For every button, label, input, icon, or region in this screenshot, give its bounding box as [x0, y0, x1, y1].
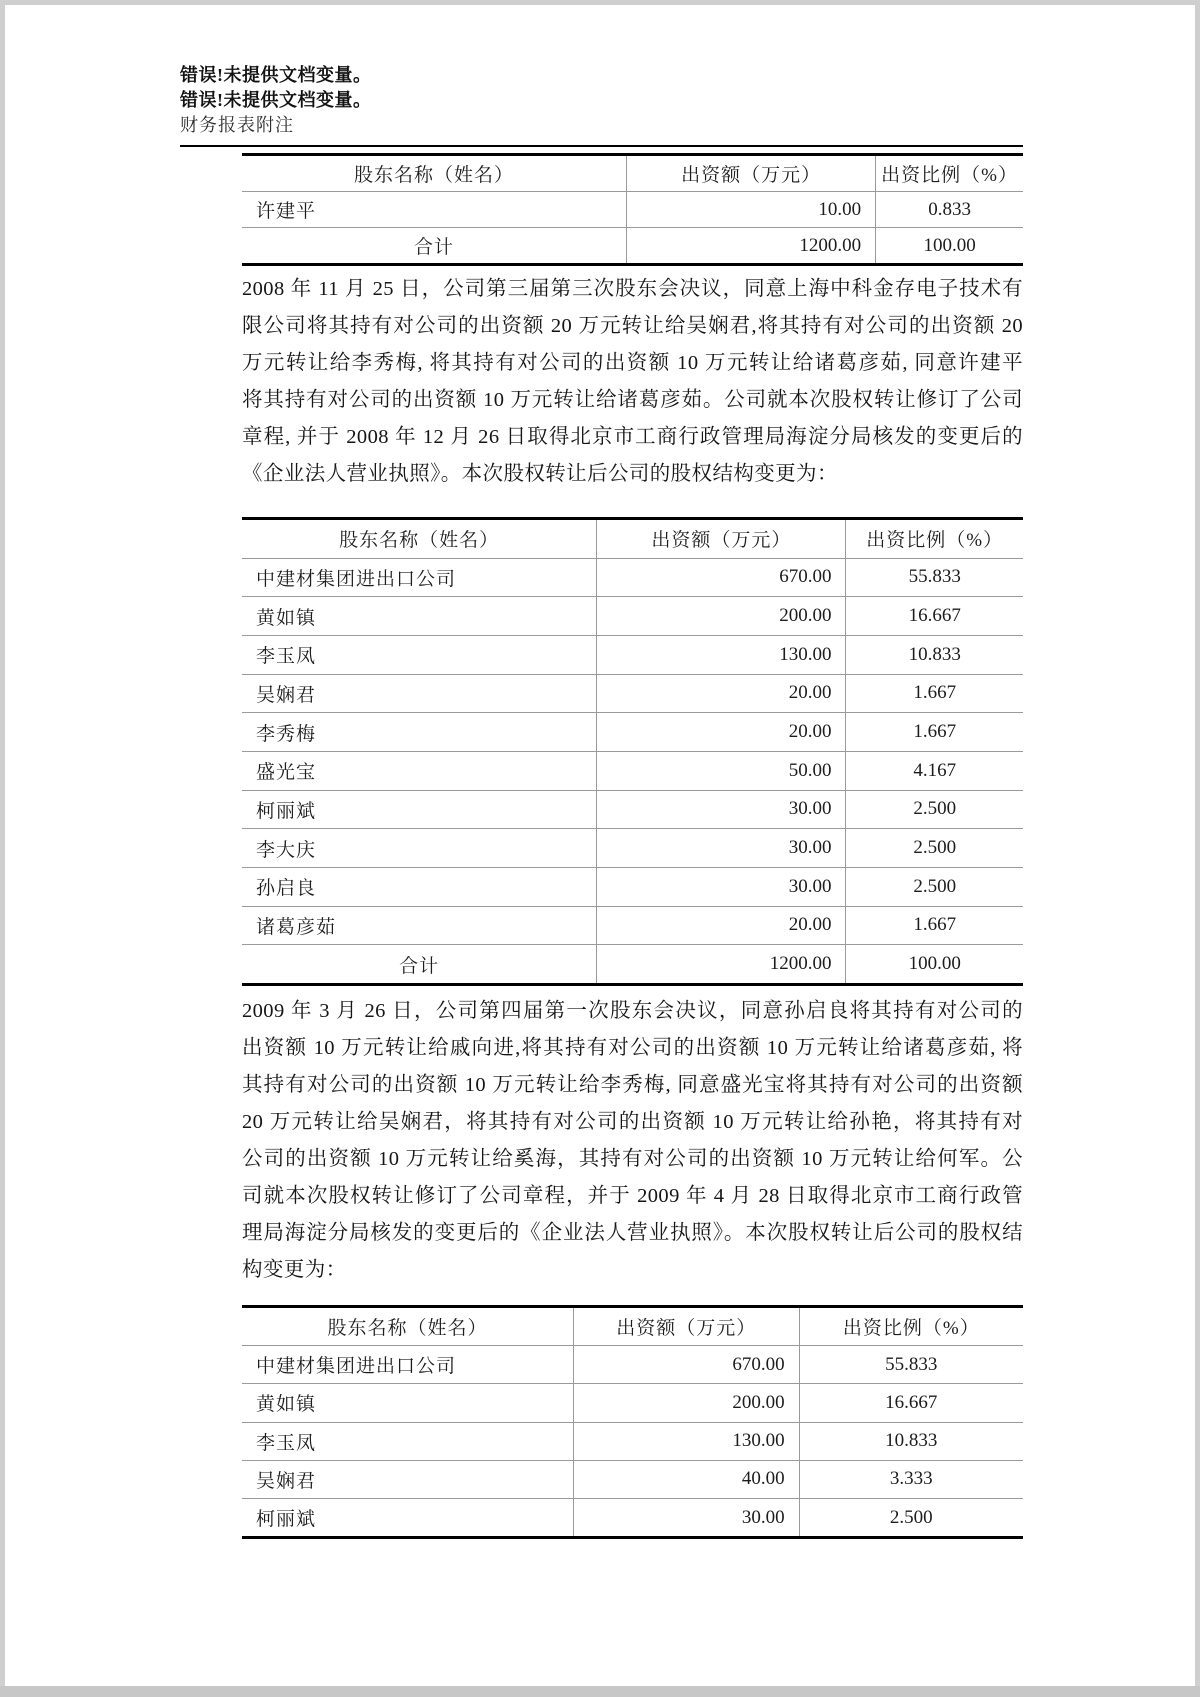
column-header-amount: 出资额（万元）	[627, 156, 876, 191]
paragraph-line: 2009 年 3 月 26 日，公司第四届第一次股东会决议，同意孙启良将其持有对公司的	[242, 1000, 1023, 1022]
table-row	[242, 1384, 1023, 1422]
ratio-cell: 2.500	[913, 837, 957, 859]
ratio-cell: 1.667	[913, 682, 957, 704]
shareholder-name-cell: 中建材集团进出口公司	[242, 1346, 574, 1383]
paragraph-line: 限公司将其持有对公司的出资额 20 万元转让给吴娴君,将其持有对公司的出资额 20	[242, 315, 1023, 337]
shareholder-name-cell: 李秀梅	[242, 713, 597, 751]
shareholder-name-cell: 柯丽斌	[242, 1499, 574, 1536]
column-header-shareholder: 股东名称（姓名）	[242, 1308, 574, 1345]
ratio-cell: 4.167	[913, 759, 957, 781]
amount-cell: 30.00	[597, 791, 846, 829]
ratio-cell: 2.500	[913, 798, 957, 820]
table-row	[242, 1423, 1023, 1461]
paragraph-line: 构变更为：	[242, 1259, 347, 1281]
amount-cell: 30.00	[597, 868, 846, 906]
table-row	[242, 907, 1023, 946]
paragraph-line: 将其持有对公司的出资额 10 万元转让给诸葛彦茹。公司就本次股权转让修订了公司	[242, 389, 1023, 411]
shareholder-name-cell: 吴娴君	[242, 675, 597, 713]
table-row	[242, 868, 1023, 907]
shareholder-name-cell: 柯丽斌	[242, 791, 597, 829]
ratio-cell: 2.500	[913, 875, 957, 897]
ratio-cell: 2.500	[889, 1506, 933, 1528]
total-label-cell: 合计	[242, 945, 597, 983]
document-page	[5, 5, 1195, 1686]
total-amount-cell: 1200.00	[597, 945, 846, 983]
shareholder-name-cell: 黄如镇	[242, 597, 597, 635]
amount-cell: 200.00	[574, 1384, 800, 1421]
shareholder-table-2	[242, 517, 1023, 986]
table-total-row	[242, 228, 1023, 263]
total-ratio-cell: 100.00	[908, 953, 961, 975]
amount-cell: 40.00	[574, 1461, 800, 1498]
table-row	[242, 636, 1023, 675]
shareholder-table-3	[242, 1305, 1023, 1539]
table-row	[242, 791, 1023, 830]
resolution-paragraph-2009	[242, 993, 1023, 1289]
amount-cell: 10.00	[627, 192, 876, 227]
table-row	[242, 597, 1023, 636]
paragraph-line: 出资额 10 万元转让给戚向进,将其持有对公司的出资额 10 万元转让给诸葛彦茹, 将	[242, 1037, 1023, 1059]
column-header-shareholder: 股东名称（姓名）	[242, 156, 627, 191]
header-divider	[180, 145, 1023, 147]
shareholder-name-cell: 李大庆	[242, 829, 597, 867]
paragraph-line: 公司的出资额 10 万元转让给奚海，其持有对公司的出资额 10 万元转让给何军。公	[242, 1148, 1023, 1170]
paragraph-line: 司就本次股权转让修订了公司章程，并于 2009 年 4 月 28 日取得北京市工商行政管	[242, 1185, 1023, 1207]
ratio-cell: 1.667	[913, 914, 957, 936]
column-header-ratio: 出资比例（%）	[881, 165, 1018, 186]
header-error-line-1: 错误!未提供文档变量。	[180, 65, 372, 85]
table-header-row	[242, 520, 1023, 559]
shareholder-name-cell: 诸葛彦茹	[242, 907, 597, 945]
shareholder-name-cell: 吴娴君	[242, 1461, 574, 1498]
amount-cell: 20.00	[597, 713, 846, 751]
shareholder-name-cell: 孙启良	[242, 868, 597, 906]
shareholder-name-cell: 黄如镇	[242, 1384, 574, 1421]
paragraph-line: 20 万元转让给吴娴君，将其持有对公司的出资额 10 万元转让给孙艳，将其持有对	[242, 1111, 1023, 1133]
table-row	[242, 1499, 1023, 1536]
paragraph-line: 章程, 并于 2008 年 12 月 26 日取得北京市工商行政管理局海淀分局核发的变更后的	[242, 426, 1023, 448]
shareholder-name-cell: 许建平	[242, 192, 627, 227]
table-row	[242, 1346, 1023, 1384]
column-header-shareholder: 股东名称（姓名）	[242, 520, 597, 558]
amount-cell: 20.00	[597, 907, 846, 945]
table-row	[242, 1461, 1023, 1499]
ratio-cell: 10.833	[908, 643, 961, 665]
total-amount-cell: 1200.00	[627, 228, 876, 263]
table-row	[242, 752, 1023, 791]
ratio-cell: 1.667	[913, 721, 957, 743]
shareholder-name-cell: 中建材集团进出口公司	[242, 559, 597, 597]
paragraph-line: 其持有对公司的出资额 10 万元转让给李秀梅, 同意盛光宝将其持有对公司的出资额	[242, 1074, 1023, 1096]
shareholder-name-cell: 李玉凤	[242, 636, 597, 674]
table-row	[242, 829, 1023, 868]
ratio-cell: 55.833	[908, 566, 961, 588]
shareholder-name-cell: 李玉凤	[242, 1423, 574, 1460]
amount-cell: 670.00	[597, 559, 846, 597]
table-row	[242, 713, 1023, 752]
document-header	[180, 63, 372, 138]
table-row	[242, 559, 1023, 598]
amount-cell: 130.00	[597, 636, 846, 674]
shareholder-name-cell: 盛光宝	[242, 752, 597, 790]
amount-cell: 130.00	[574, 1423, 800, 1460]
table-row	[242, 675, 1023, 714]
column-header-ratio: 出资比例（%）	[842, 1318, 980, 1340]
shareholder-table-1	[242, 153, 1023, 266]
ratio-cell: 0.833	[928, 198, 971, 220]
ratio-cell: 3.333	[889, 1468, 933, 1490]
amount-cell: 200.00	[597, 597, 846, 635]
resolution-paragraph-2008	[242, 271, 1023, 493]
paragraph-line: 《企业法人营业执照》。本次股权转让后公司的股权结构变更为：	[242, 463, 838, 485]
amount-cell: 30.00	[574, 1499, 800, 1536]
ratio-cell: 55.833	[885, 1353, 938, 1375]
page-bottom-edge	[0, 1686, 1200, 1697]
header-error-line-2: 错误!未提供文档变量。	[180, 90, 372, 110]
column-header-ratio: 出资比例（%）	[866, 530, 1004, 552]
amount-cell: 670.00	[574, 1346, 800, 1383]
total-ratio-cell: 100.00	[923, 234, 976, 256]
amount-cell: 30.00	[597, 829, 846, 867]
column-header-amount: 出资额（万元）	[597, 520, 846, 558]
ratio-cell: 16.667	[908, 605, 961, 627]
table-total-row	[242, 945, 1023, 983]
table-header-row	[242, 1308, 1023, 1346]
paragraph-line: 万元转让给李秀梅, 将其持有对公司的出资额 10 万元转让给诸葛彦茹, 同意许建平	[242, 352, 1023, 374]
ratio-cell: 10.833	[885, 1430, 938, 1452]
table-header-row	[242, 156, 1023, 192]
ratio-cell: 16.667	[885, 1391, 938, 1413]
paragraph-line: 理局海淀分局核发的变更后的《企业法人营业执照》。本次股权转让后公司的股权结	[242, 1222, 1023, 1244]
amount-cell: 50.00	[597, 752, 846, 790]
header-subtitle: 财务报表附注	[180, 115, 294, 135]
amount-cell: 20.00	[597, 675, 846, 713]
total-label-cell: 合计	[242, 228, 627, 263]
table-row	[242, 192, 1023, 228]
paragraph-line: 2008 年 11 月 25 日，公司第三届第三次股东会决议，同意上海中科金存电子技术有	[242, 278, 1023, 300]
column-header-amount: 出资额（万元）	[574, 1308, 800, 1345]
